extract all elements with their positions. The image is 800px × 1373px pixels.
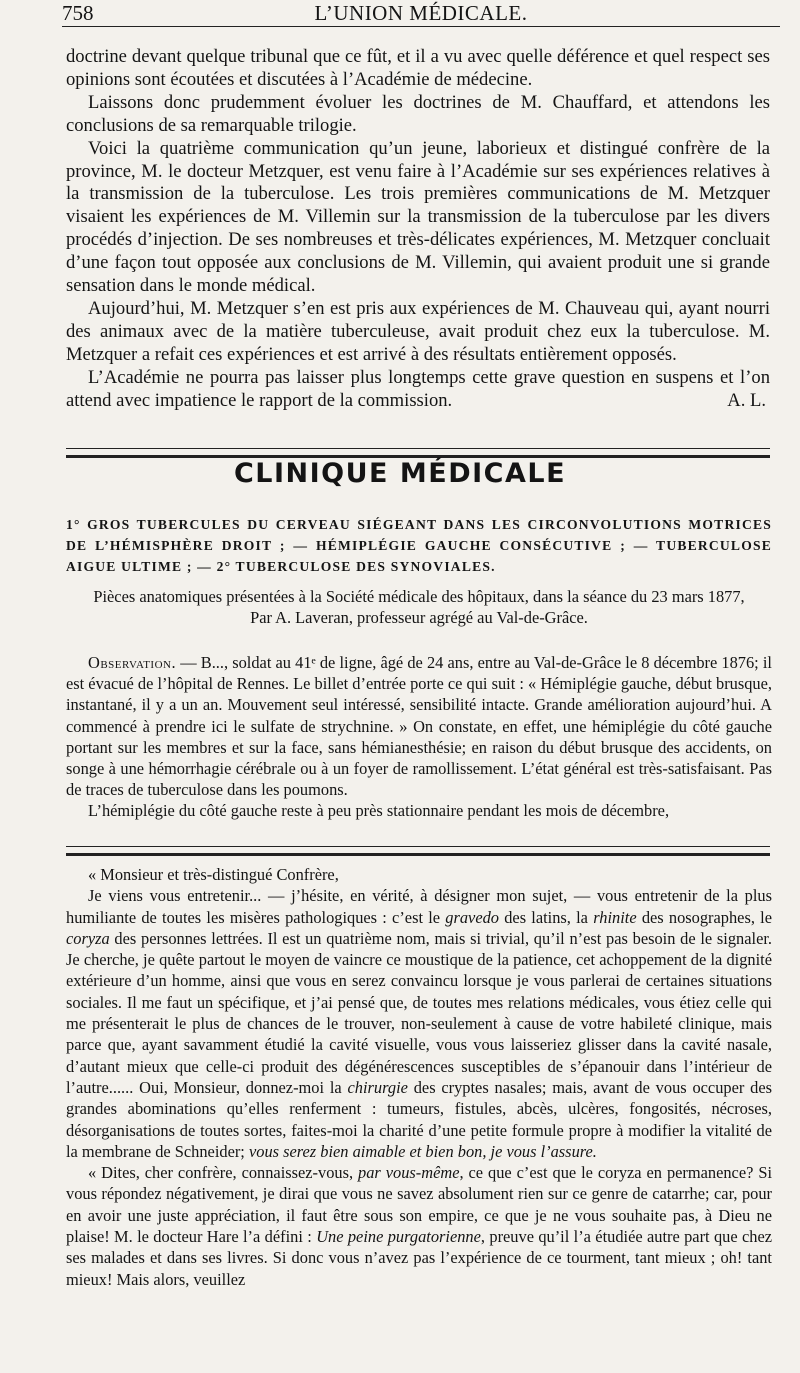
text-run: des personnes lettrées. Il est un quatrième nom, mais si trivial, qu’il n’est pas besoin de le signaler. Je cherche, je quête partout le moyen de vaincre ce moustique de la patience, cet achoppement de la dignité extérieure d’un homme, ainsi que vous en serez convaincu lorsque je vous parlerai de certaines situations sociales. Il me faut un spécifique, et j’ai pensé que, de toutes mes relations médicales, vous étiez celle qui me présenterait le plus de chances de le trouver, non-seulement à cause de votre habileté clinique, mais parce que, ayant savamment étudié la cavité visuelle, vous vous laisseriez glisser dans la cavité nasale, d’autant mieux que celle-ci produit des dégénérescences susceptibles de s’épanouir dans l’intérieur de l’autre...... Oui, Monsieur, donnez-moi la <box>66 928 772 1097</box>
text-run: , preuve qu’il l’a étudiée autre part que chez ses malades et dans ses livres. Si donc vous n’avez pas l’expérience de ce tourment, tant mieux ; oh! tant mieux! Mais alors, veuillez <box>66 1227 773 1289</box>
greeting: « Monsieur et très-distingué Confrère, <box>88 865 339 884</box>
feuilleton-divider <box>66 846 770 856</box>
continuation-line: L’hémiplégie du côté gauche reste à peu près stationnaire pendant les mois de décembre, <box>88 801 670 821</box>
italic-term: coryza <box>66 928 110 948</box>
italic-term: chirurgie <box>347 1077 408 1097</box>
paragraph: Laissons donc prudemment évoluer les doctrines de M. Chauffard, et attendons les conclusions de sa remarquable trilogie. <box>66 91 770 136</box>
paragraph: Voici la quatrième communication qu’un jeune, laborieux et distingué confrère de la province, M. le docteur Metzquer, est venu faire à l’Académie sur ses expériences relatives à la transmission de la tuberculose. Les trois premières communications de M. Metzquer visaient les expériences de M. Villemin sur la transmission de la tuberculose par les divers procédés d’injection. De ses nombreuses et très-délicates expériences, M. Metzquer concluait d’une façon tout opposée aux conclusions de M. Villemin, qui avaient produit une si grande sensation dans le monde médical. <box>66 137 770 297</box>
observation-label: Observation. <box>88 653 177 672</box>
journal-title: L’UNION MÉDICALE. <box>314 1 528 25</box>
section-title: CLINIQUE MÉDICALE <box>233 458 567 489</box>
observation-text: — B..., soldat au 41ᵉ de ligne, âgé de 24 ans, entre au Val-de-Grâce le 8 décembre 1876; il est évacué de l’hôpital de Rennes. Le billet d’entrée porte ce qui suit : « Hémiplégie gauche, début brusque, instantané, il y a un an. Mouvement seul intéressé, sensibilité intacte. Grande amélioration aujourd’hui. A commencé à prendre ici le sulfate de strychnine. » On constate, en effet, une hémiplégie du côté gauche portant sur les membres et sur la face, sans hémianesthésie; en raison du début brusque des accidents, on songe à une hémorrhagie cérébrale ou à un foyer de ramollissement. L’état général est très-satisfaisant. Pas de traces de tuberculose dans les poumons. <box>66 653 772 800</box>
article-meta <box>66 586 772 628</box>
observation-section <box>66 652 772 822</box>
text-run: des cryptes nasales; mais, avant de vous occuper des grandes abominations qu’elles renferment : tumeurs, fistules, abcès, ulcères, fongosités, nécroses, désorganisations de toutes sortes, faites-moi la charité d’une petite formule propre à modifier la vitalité de la membrane de Schneider; <box>66 1077 772 1161</box>
feuilleton-section <box>66 864 772 1290</box>
paragraph <box>66 367 770 413</box>
author-line: Par A. Laveran, professeur agrégé au Val-de-Grâce. <box>250 608 588 627</box>
pieces-line: Pièces anatomiques présentées à la Société médicale des hôpitaux, dans la séance du 23 mars 1877, <box>93 587 745 606</box>
section-divider <box>66 448 770 458</box>
text-run: des latins, la <box>499 907 594 927</box>
italic-term: rhinite <box>593 907 637 927</box>
article-title: 1° GROS TUBERCULES DU CERVEAU SIÉGEANT DANS LES CIRCONVOLUTIONS MOTRICES DE L’HÉMISPHÈRE DROIT ; — HÉMIPLÉGIE GAUCHE CONSÉCUTIVE ; — TUBERCULOSE AIGUE ULTIME ; — 2° TUBERCULOSE DES SYNOVIALES. <box>66 517 772 574</box>
text-run: des nosographes, le <box>636 907 772 927</box>
feuilleton-paragraph <box>66 885 772 1162</box>
observation-paragraph <box>66 652 772 800</box>
text-run: Je viens vous entretenir... — j’hésite, en vérité, à désigner mon sujet, — vous entretenir de la plus humiliante de toutes les misères pathologiques : c’est le <box>66 886 772 927</box>
italic-term: Une peine purgatorienne <box>316 1227 481 1247</box>
paragraph: doctrine devant quelque tribunal que ce fût, et il a vu avec quelle déférence et quel respect ses opinions sont écoutées et discutées à l’Académie de médecine. <box>66 46 770 90</box>
paragraph-text: L’Académie ne pourra pas laisser plus longtemps cette grave question en suspens et l’on attend avec impatience le rapport de la commission. <box>66 366 770 411</box>
italic-term: vous serez bien aimable et bien bon, je vous l’assure. <box>248 1141 597 1161</box>
top-section <box>66 46 770 413</box>
text-run: « Dites, cher confrère, connaissez-vous, <box>88 1163 359 1183</box>
signature: A. L. <box>727 389 766 411</box>
paragraph: Aujourd’hui, M. Metzquer s’en est pris aux expériences de M. Chauveau qui, ayant nourri des animaux avec de la matière tuberculeuse, avait produit chez eux la tuberculose. M. Metzquer a refait ces expériences et est arrivé à des résultats entièrement opposés. <box>66 297 770 365</box>
text-run: , ce que c’est que le coryza en permanence? Si vous répondez négativement, je dirai que vous ne savez absolument rien sur ce genre de catarrhe; car, pour en avoir une juste appréciation, il faut être sous son empire, ce que je ne vous souhaite pas, à Dieu ne plaise! M. le docteur Hare l’a défini : <box>66 1163 772 1247</box>
italic-term: gravedo <box>445 907 499 927</box>
page-number: 758 <box>62 1 94 25</box>
feuilleton-paragraph <box>66 1162 772 1290</box>
page-header <box>62 0 780 27</box>
italic-term: par vous-même <box>358 1163 460 1183</box>
